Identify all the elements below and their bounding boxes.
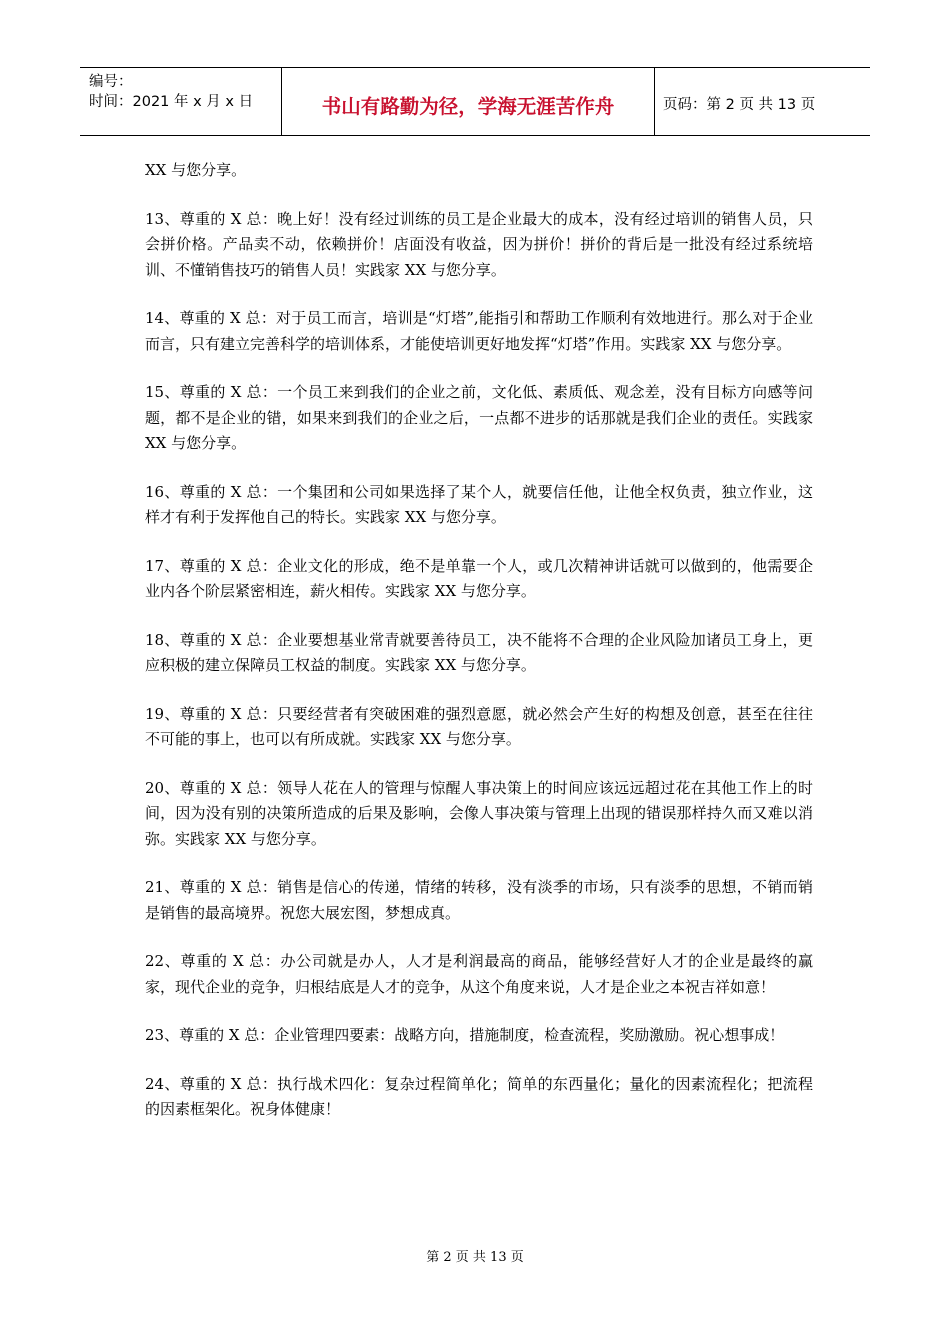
paragraph: 15、尊重的 X 总：一个员工来到我们的企业之前，文化低、素质低、观念差，没有目标方向感等问题，都不是企业的错，如果来到我们的企业之后，一点都不进步的话那就是我们企业的责任。实践家 XX 与您分享。 xyxy=(145,383,813,452)
paragraph: 19、尊重的 X 总：只要经营者有突破困难的强烈意愿，就必然会产生好的构想及创意，甚至在往往不可能的事上，也可以有所成就。实践家 XX 与您分享。 xyxy=(145,704,813,748)
paragraph: 21、尊重的 X 总：销售是信心的传递，情绪的转移，没有淡季的市场，只有淡季的思想，不销而销是销售的最高境界。祝您大展宏图，梦想成真。 xyxy=(145,878,813,922)
paragraph: 22、尊重的 X 总：办公司就是办人，人才是利润最高的商品，能够经营好人才的企业是最终的赢家，现代企业的竞争，归根结底是人才的竞争，从这个角度来说，人才是企业之本祝吉祥如意！ xyxy=(145,952,813,996)
paragraph: 13、尊重的 X 总：晚上好！没有经过训练的员工是企业最大的成本，没有经过培训的销售人员，只会拼价格。产品卖不动，依赖拼价！店面没有收益，因为拼价！拼价的背后是一批没有经过系统培训、不懂销售技巧的销售人员！实践家 XX 与您分享。 xyxy=(145,209,813,279)
paragraph: 14、尊重的 X 总：对于员工而言，培训是“灯塔”,能指引和帮助工作顺利有效地进行。那么对于企业而言，只有建立完善科学的培训体系，才能使培训更好地发挥“灯塔”作用。实践家 XX 与您分享。 xyxy=(145,309,813,353)
paragraph: 23、尊重的 X 总：企业管理四要素：战略方向，措施制度，检查流程，奖励激励。祝心想事成！ xyxy=(145,1026,785,1044)
document-body xyxy=(145,158,813,1146)
header-page-label: 页码：第 2 页 共 13 页 xyxy=(663,97,816,113)
paragraph: 17、尊重的 X 总：企业文化的形成，绝不是单靠一个人，或几次精神讲话就可以做到的，他需要企业内各个阶层紧密相连，薪火相传。实践家 XX 与您分享。 xyxy=(145,556,813,600)
paragraph: XX 与您分享。 xyxy=(145,161,247,179)
document-number-label: 编号： xyxy=(89,74,133,90)
paragraph: 18、尊重的 X 总：企业要想基业常青就要善待员工，决不能将不合理的企业风险加诸员工身上，更应积极的建立保障员工权益的制度。实践家 XX 与您分享。 xyxy=(145,630,813,674)
paragraph: 16、尊重的 X 总：一个集团和公司如果选择了某个人，就要信任他，让他全权负责，独立作业，这样才有利于发挥他自己的特长。实践家 XX 与您分享。 xyxy=(145,482,813,526)
paragraph: 20、尊重的 X 总：领导人花在人的管理与惊醒人事决策上的时间应该远远超过花在其他工作上的时间，因为没有别的决策所造成的后果及影响，会像人事决策与管理上出现的错误那样持久而又难以消弥。实践家 XX 与您分享。 xyxy=(145,778,813,848)
document-time-label: 时间：2021 年 x 月 x 日 xyxy=(89,94,254,110)
paragraph: 24、尊重的 X 总：执行战术四化：复杂过程简单化；简单的东西量化；量化的因素流程化；把流程的因素框架化。祝身体健康！ xyxy=(145,1074,813,1118)
page-footer: 第 2 页 共 13 页 xyxy=(426,1250,524,1265)
header-motto: 书山有路勤为径，学海无涯苦作舟 xyxy=(282,68,655,135)
page-header xyxy=(80,67,870,136)
header-meta xyxy=(80,68,282,135)
